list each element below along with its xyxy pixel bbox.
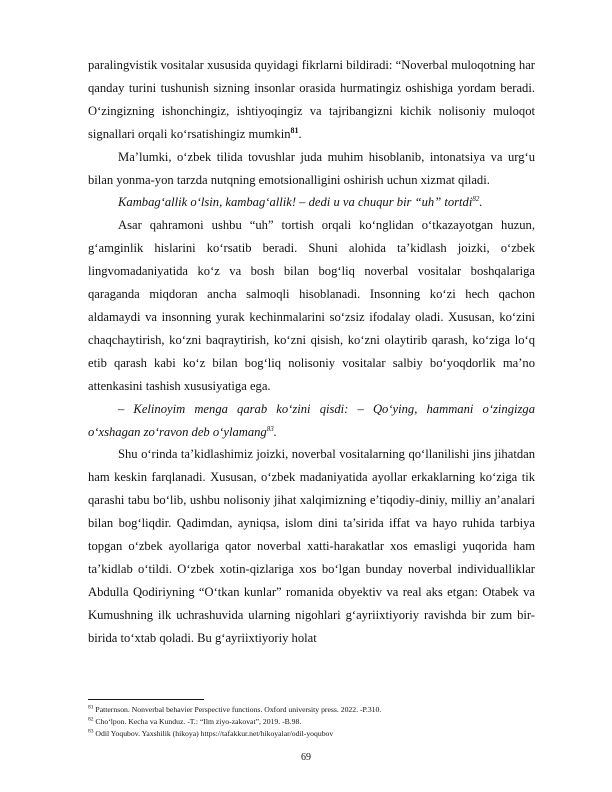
quote-1 bbox=[88, 191, 535, 214]
footnote-ref-83[interactable]: 83 bbox=[266, 424, 274, 433]
quote-2-text: – Kelinoyim menga qarab ko‘zini qisdi: – Qo‘ying, hammani o‘zingizga o‘xshagan zo‘ravon deb o‘ylamang bbox=[88, 401, 535, 439]
footnote-81 bbox=[88, 704, 535, 716]
paragraph-2: Ma’lumki, o‘zbek tilida tovushlar juda muhim hisoblanib, intonatsiya va urg‘u bilan yonma-yon tarzda nutqning emotsionalligini oshirish uchun xizmat qiladi. bbox=[88, 149, 535, 187]
footnote-81-number: 81 bbox=[88, 704, 94, 711]
footnote-83 bbox=[88, 728, 535, 740]
footnote-81-text: Patternson. Nonverbal behavier Perspective functions. Oxford university press. 2022. -P.310. bbox=[93, 705, 382, 714]
paragraph-1-end: . bbox=[298, 126, 302, 141]
footnote-83-number: 83 bbox=[88, 728, 94, 735]
footnote-divider bbox=[88, 699, 204, 700]
footnote-ref-81[interactable]: 81 bbox=[290, 125, 299, 135]
page-number: 69 bbox=[301, 752, 311, 763]
footnote-82-number: 82 bbox=[88, 716, 94, 723]
paragraph-1-text: paralingvistik vositalar xususida quyidagi fikrlarni bildiradi: “Noverbal muloqotning har qanday turini tushunish sizning insonlar orasida hurmatingiz oshishiga yordam beradi. O‘zingizning ishonchingiz, ishtiyoqingiz va tajribangizni kichik nolisoniy muloqot signallari orqali ko‘rsatishingiz mumkin bbox=[88, 58, 535, 141]
document-body bbox=[88, 54, 535, 650]
quote-2 bbox=[88, 398, 535, 444]
quote-1-text: Kambag‘allik o‘lsin, kambag‘allik! – dedi u va chuqur bir “uh” tortdi bbox=[118, 195, 473, 210]
footnote-82 bbox=[88, 716, 535, 728]
paragraph-4: Shu o‘rinda ta’kidlashimiz joizki, noverbal vositalarning qo‘llanilishi jins jihatdan ham keskin farqlanadi. Xususan, o‘zbek madaniyatida ayollar erkaklarning ko‘ziga tik qarashi tabu bo‘lib, ushbu nolisoniy jihat xalqimizning e’tiqodiy-diniy, milliy an’analari bilan bog‘liqdir. Qadimdan, ayniqsa, islom dini ta’sirida iffat va hayo ruhida tarbiya topgan o‘zbek ayollariga qator noverbal xatti-harakatlar xos emasligi yuqorida ham ta’kidlab o‘tildi. O‘zbek xotin-qizlariga xos bo‘lgan bunday noverbal individualliklar Abdulla Qodiriyning “O‘tkan kunlar” romanida obyektiv va real aks etgan: Otabek va Kumushning ilk uchrashuvida ularning nigohlari g‘ayriixtiyoriy ravishda bir zum bir-birida to‘xtab qoladi. Bu g‘ayriixtiyoriy holat bbox=[88, 447, 535, 645]
footnotes bbox=[88, 699, 535, 740]
footnote-83-text: Odil Yoqubov. Yaxshilik (hikoya) https://tafakkur.net/hikoyalar/odil-yoqubov bbox=[93, 729, 334, 738]
footnote-82-text: Cho‘lpon. Kecha va Kunduz. -T.: “Ilm ziyo-zakovat”, 2019. -B.98. bbox=[93, 717, 302, 726]
paragraph-3: Asar qahramoni ushbu “uh” tortish orqali ko‘nglidan o‘tkazayotgan huzun, g‘amginlik hislarini ko‘rsatib beradi. Shuni alohida ta’kidlash joizki, o‘zbek lingvomadaniyatida ko‘z va bosh bilan bog‘liq noverbal vositalar boshqalariga qaraganda miqdoran ancha salmoqli hisoblanadi. Insonning ko‘zi hech qachon aldamaydi va insonning yurak kechinmalarini so‘zsiz ifodalay oladi. Xususan, ko‘zini chaqchaytirish, ko‘zni baqraytirish, ko‘zni qisish, ko‘zni olaytirib qarash, ko‘ziga lo‘q etib qarash kabi ko‘z bilan bog‘liq nolisoniy vositalar salbiy bo‘yoqdorlik ma’no attenkasini tashish xususiyatiga ega. bbox=[88, 218, 535, 393]
footnote-ref-82[interactable]: 82 bbox=[472, 195, 480, 204]
quote-1-end: . bbox=[479, 195, 483, 210]
quote-2-end: . bbox=[273, 424, 277, 439]
paragraph-1 bbox=[88, 54, 535, 146]
